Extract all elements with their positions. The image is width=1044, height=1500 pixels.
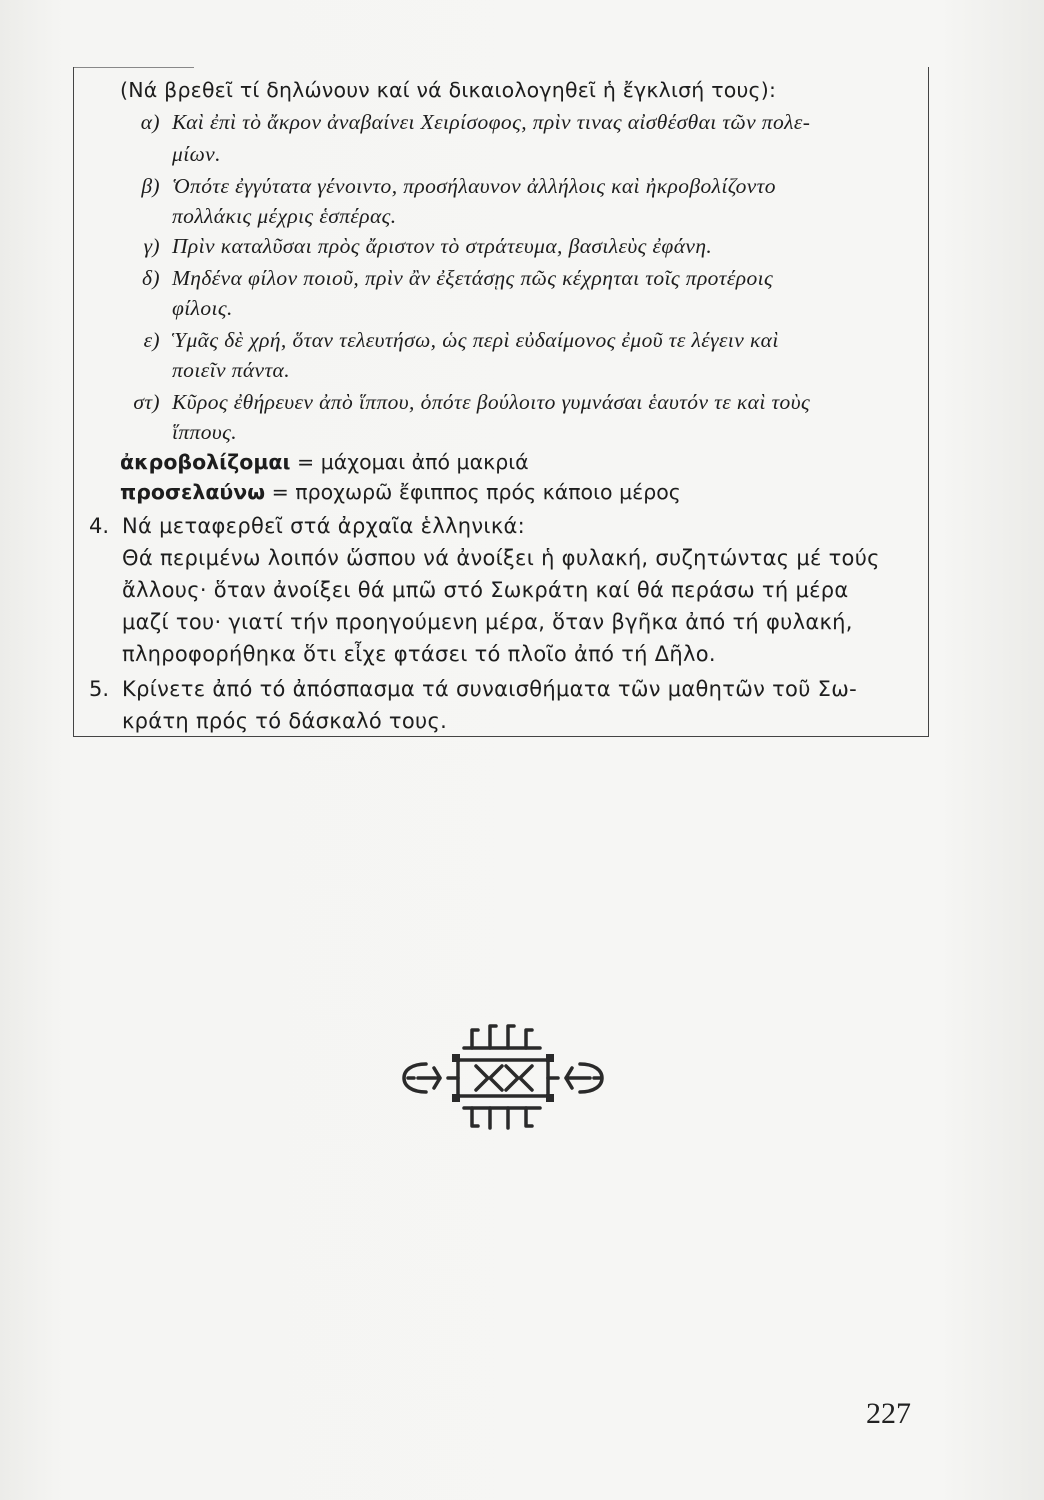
- item-line: Κῦρος ἐθήρευεν ἀπὸ ἵππου, ὁπότε βούλοιτο γυμνάσαι ἑαυτόν τε καὶ τοὺς: [172, 390, 811, 414]
- exercise-item-f: [0, 388, 1044, 416]
- item-line: πολλάκις μέχρις ἑσπέρας.: [172, 204, 397, 228]
- question-line: ἄλλους· ὅταν ἀνοίξει θά μπῶ στό Σωκράτη καί θά περάσω τή μέρα: [122, 578, 849, 602]
- decorative-vignette-icon: [390, 1020, 620, 1132]
- question-line: Νά μεταφερθεῖ στά ἀρχαῖα ἑλληνικά:: [122, 514, 526, 538]
- glossary-entry: [120, 478, 681, 506]
- page-number: 227: [866, 1397, 911, 1430]
- question-line: Θά περιμένω λοιπόν ὥσπου νά ἀνοίξει ἡ φυλακή, συζητώντας μέ τούς: [122, 546, 880, 570]
- item-line: φίλοις.: [172, 296, 233, 320]
- item-line: Ὑμᾶς δὲ χρή, ὅταν τελευτήσω, ὡς περὶ εὐδαίμονος ἐμοῦ τε λέγειν καὶ: [172, 328, 779, 352]
- item-line: Πρὶν καταλῦσαι πρὸς ἄριστον τὸ στράτευμα, βασιλεὺς ἐφάνη.: [172, 234, 713, 258]
- question-line: κράτη πρός τό δάσκαλό τους.: [122, 709, 448, 733]
- exercise-item-a: [0, 108, 1044, 136]
- question-line: πληροφορήθηκα ὅτι εἶχε φτάσει τό πλοῖο ἀπό τή Δῆλο.: [122, 642, 716, 666]
- question-line: Κρίνετε ἀπό τό ἀπόσπασμα τά συναισθήματα τῶν μαθητῶν τοῦ Σω-: [122, 677, 857, 701]
- item-marker: γ): [143, 234, 160, 258]
- item-line: ποιεῖν πάντα.: [172, 358, 291, 382]
- glossary-entry: [120, 448, 529, 476]
- item-line: Ὁπότε ἐγγύτατα γένοιντο, προσήλαυνον ἀλλήλοις καὶ ἠκροβολίζοντο: [172, 174, 776, 198]
- glossary-term: προσελαύνω: [120, 480, 266, 504]
- item-line: ἵππους.: [172, 420, 238, 444]
- exercise-item-d-cont: [0, 294, 1044, 322]
- glossary-definition: = προχωρῶ ἔφιππος πρός κάποιο μέρος: [265, 480, 681, 504]
- item-marker: ε): [143, 328, 160, 352]
- exercise-item-f-cont: [0, 418, 1044, 446]
- question-line: μαζί του· γιατί τήν προηγούμενη μέρα, ὅταν βγῆκα ἀπό τή φυλακή,: [122, 610, 853, 634]
- item-marker: α): [140, 110, 160, 134]
- glossary-definition: = μάχομαι ἀπό μακριά: [290, 450, 529, 474]
- exercise-item-c: [0, 232, 1044, 260]
- question-number: 5.: [89, 677, 110, 701]
- exercise-intro: (Νά βρεθεῖ τί δηλώνουν καί νά δικαιολογηθεῖ ἡ ἔγκλισή τους):: [120, 78, 777, 102]
- exercise-item-d: [0, 264, 1044, 292]
- item-line: Καὶ ἐπὶ τὸ ἄκρον ἀναβαίνει Χειρίσοφος, πρὶν τινας αἰσθέσθαι τῶν πολε-: [172, 110, 811, 134]
- question-number: 4.: [89, 514, 110, 538]
- item-marker: δ): [142, 266, 160, 290]
- exercise-item-b-cont: [0, 202, 1044, 230]
- item-line: μίων.: [172, 142, 221, 166]
- exercise-item-e-cont: [0, 356, 1044, 384]
- exercise-item-b: [0, 172, 1044, 200]
- item-line: Μηδένα φίλον ποιοῦ, πρὶν ἂν ἐξετάσῃς πῶς κέχρηται τοῖς προτέροις: [172, 266, 774, 290]
- glossary-term: ἀκροβολίζομαι: [120, 450, 291, 474]
- item-marker: β): [141, 174, 160, 198]
- exercise-item-e: [0, 326, 1044, 354]
- item-marker: στ): [133, 390, 160, 414]
- exercise-item-a-cont: [0, 140, 1044, 168]
